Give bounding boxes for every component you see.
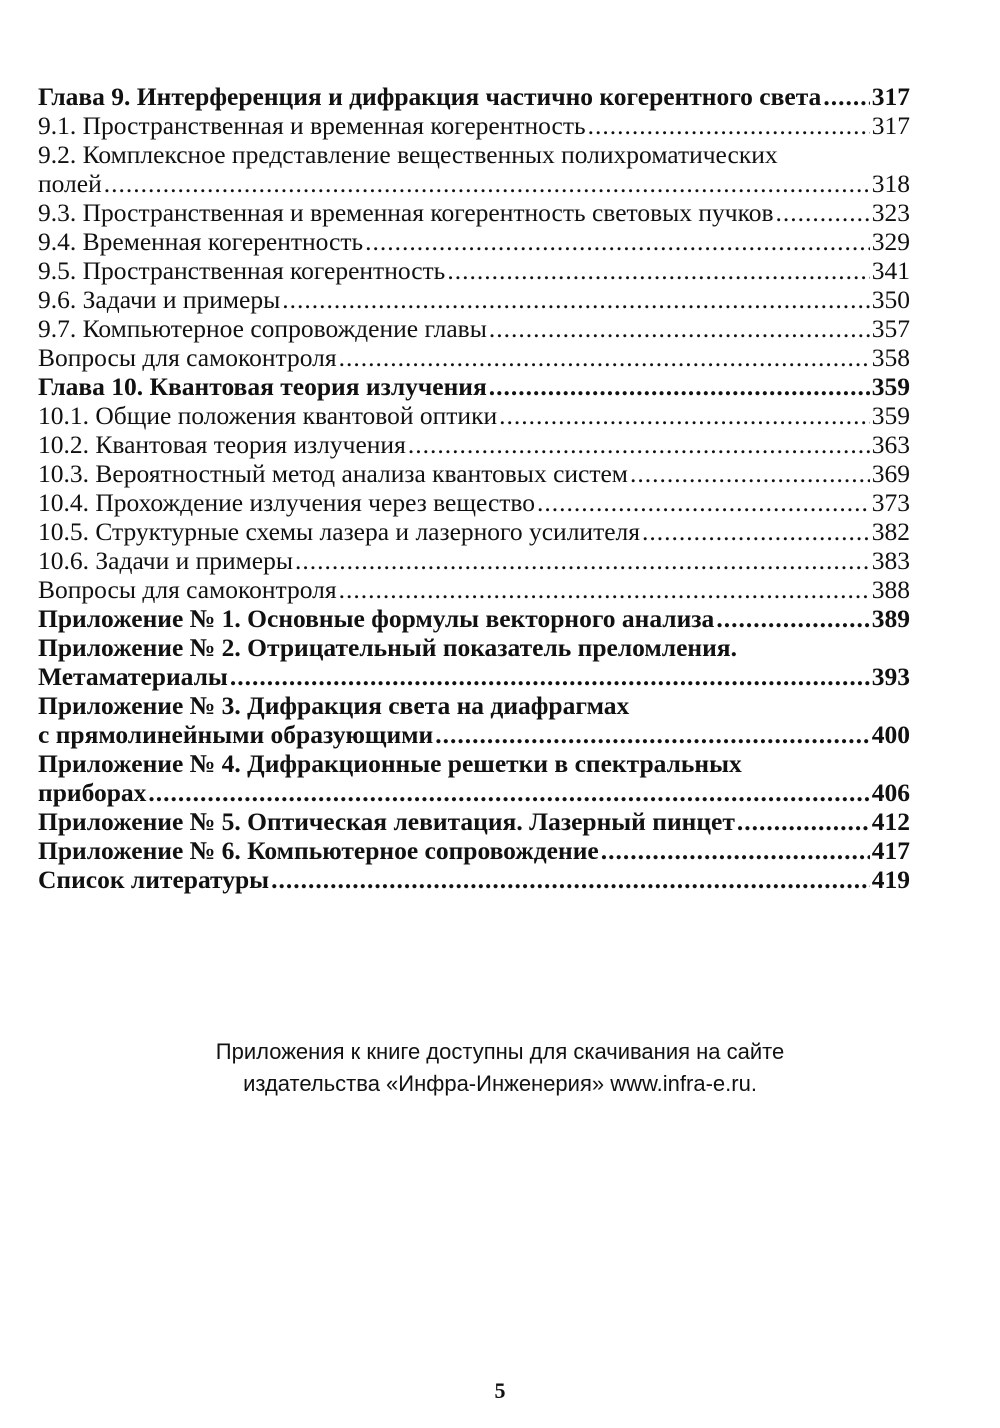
toc-entry [38,198,910,227]
toc-entry-line [38,430,910,459]
toc-entry-title: Метаматериалы [38,662,228,691]
toc-entry [38,865,910,894]
toc-leader-dots [339,575,870,604]
toc-entry-line [38,343,910,372]
toc-entry-page-number: 357 [871,314,910,343]
toc-entry-line [38,604,910,633]
toc-entry-title: Вопросы для самоконтроля [38,575,337,604]
toc-entry [38,111,910,140]
toc-entry [38,401,910,430]
downloads-note-line-2: издательства «Инфра-Инженерия» www.infra-e.ru. [243,1071,757,1096]
toc-entry [38,256,910,285]
toc-entry [38,836,910,865]
toc-leader-dots [489,314,870,343]
toc-leader-dots [499,401,870,430]
toc-leader-dots [588,111,870,140]
toc-entry-line [38,372,910,401]
toc-entry-page-number: 358 [871,343,910,372]
toc-entry-page-number: 317 [871,82,910,111]
toc-entry-title: 10.3. Вероятностный метод анализа квантовых систем [38,459,628,488]
toc-entry [38,459,910,488]
toc-leader-dots [271,865,870,894]
toc-leader-dots [104,169,870,198]
toc-entry-title: Приложение № 4. Дифракционные решетки в спектральных [38,749,742,778]
toc-leader-dots [447,256,869,285]
toc-entry-title: 9.4. Временная когерентность [38,227,364,256]
toc-entry-page-number: 341 [871,256,910,285]
toc-entry-title: Приложение № 5. Оптическая левитация. Лазерный пинцет [38,807,735,836]
toc-leader-dots [642,517,870,546]
toc-entry-title: Приложение № 2. Отрицательный показатель преломления. [38,633,737,662]
toc-entry-title: Приложение № 6. Компьютерное сопровождение [38,836,599,865]
toc-entry-line [38,111,910,140]
toc-entry-title: Список литературы [38,865,270,894]
toc-entry-line-wrapped [38,691,910,720]
toc-entry-line [38,459,910,488]
toc-entry-line [38,517,910,546]
toc-entry [38,343,910,372]
toc-entry-title: приборах [38,778,147,807]
toc-entry-title: 9.5. Пространственная когерентность [38,256,446,285]
toc-entry-page-number: 388 [871,575,910,604]
toc-entry-line [38,836,910,865]
toc-leader-dots [737,807,870,836]
toc-entry-line-wrapped [38,749,910,778]
toc-entry-page-number: 417 [871,836,910,865]
toc-leader-dots [823,82,869,111]
toc-entry [38,430,910,459]
toc-entry-page-number: 350 [871,285,910,314]
toc-leader-dots [537,488,870,517]
toc-entry-line [38,662,910,691]
toc-entry-page-number: 412 [871,807,910,836]
toc-entry-line [38,488,910,517]
toc-entry-title: Вопросы для самоконтроля [38,343,337,372]
toc-entry-page-number: 373 [871,488,910,517]
toc-entry-title: 9.2. Комплексное представление вещественных полихроматических [38,140,778,169]
toc-entry-page-number: 363 [871,430,910,459]
toc-entry-line [38,546,910,575]
toc-entry [38,691,910,749]
toc-entry [38,517,910,546]
toc-entry [38,488,910,517]
toc-entry-line [38,865,910,894]
toc-leader-dots [435,720,870,749]
toc-entry-title: 9.7. Компьютерное сопровождение главы [38,314,487,343]
toc-entry [38,633,910,691]
toc-entry-line-wrapped [38,633,910,662]
toc-entry-title: 9.6. Задачи и примеры [38,285,281,314]
toc-entry-title: Приложение № 1. Основные формулы векторного анализа [38,604,715,633]
toc-entry-line-wrapped [38,140,910,169]
toc-leader-dots [601,836,870,865]
downloads-note-line-1: Приложения к книге доступны для скачивания на сайте [215,1039,785,1064]
toc-entry [38,314,910,343]
toc-entry-line [38,720,910,749]
toc-entry-title: 9.3. Пространственная и временная когерентность световых пучков [38,198,774,227]
toc-entry-page-number: 369 [871,459,910,488]
toc-entry-page-number: 400 [871,720,910,749]
toc-entry-line [38,169,910,198]
toc-leader-dots [148,778,869,807]
toc-entry-line [38,198,910,227]
toc-leader-dots [408,430,870,459]
toc-entry [38,575,910,604]
toc-entry [38,285,910,314]
toc-entry-title: 10.4. Прохождение излучения через вещество [38,488,536,517]
page-number: 5 [494,1378,506,1403]
toc-entry-title: 10.1. Общие положения квантовой оптики [38,401,498,430]
toc-entry-line [38,807,910,836]
toc-entry [38,546,910,575]
toc-entry-page-number: 317 [871,111,910,140]
toc-entry [38,807,910,836]
toc-entry-page-number: 393 [871,662,910,691]
toc-entry [38,604,910,633]
toc-leader-dots [295,546,870,575]
toc-entry-title: Приложение № 3. Дифракция света на диафрагмах [38,691,630,720]
toc-leader-dots [282,285,870,314]
table-of-contents [38,82,910,894]
toc-leader-dots [365,227,870,256]
toc-entry [38,227,910,256]
toc-entry-line [38,778,910,807]
toc-entry-page-number: 318 [871,169,910,198]
toc-entry-page-number: 389 [871,604,910,633]
toc-entry [38,82,910,111]
toc-entry-page-number: 329 [871,227,910,256]
toc-entry [38,749,910,807]
toc-entry-page-number: 419 [871,865,910,894]
toc-entry-line [38,575,910,604]
toc-entry-line [38,285,910,314]
toc-entry-title: Глава 10. Квантовая теория излучения [38,372,487,401]
toc-entry-page-number: 382 [871,517,910,546]
toc-leader-dots [339,343,870,372]
toc-entry-title: полей [38,169,102,198]
toc-entry-title: 10.5. Структурные схемы лазера и лазерного усилителя [38,517,640,546]
toc-entry-page-number: 359 [871,401,910,430]
toc-entry-page-number: 383 [871,546,910,575]
toc-entry-line [38,82,910,111]
toc-leader-dots [489,372,870,401]
toc-leader-dots [716,604,869,633]
toc-entry-title: 9.1. Пространственная и временная когерентность [38,111,586,140]
toc-entry-page-number: 359 [871,372,910,401]
downloads-note [0,1036,1000,1100]
toc-leader-dots [230,662,870,691]
toc-entry [38,372,910,401]
toc-entry-line [38,314,910,343]
toc-entry-line [38,256,910,285]
toc-entry-line [38,401,910,430]
toc-entry-title: 10.2. Квантовая теория излучения [38,430,406,459]
toc-entry-line [38,227,910,256]
toc-leader-dots [630,459,870,488]
toc-leader-dots [775,198,869,227]
toc-entry-title: с прямолинейными образующими [38,720,434,749]
toc-entry-page-number: 406 [871,778,910,807]
toc-entry-page-number: 323 [871,198,910,227]
toc-entry-title: 10.6. Задачи и примеры [38,546,293,575]
toc-entry-title: Глава 9. Интерференция и дифракция частично когерентного света [38,82,822,111]
toc-entry [38,140,910,198]
